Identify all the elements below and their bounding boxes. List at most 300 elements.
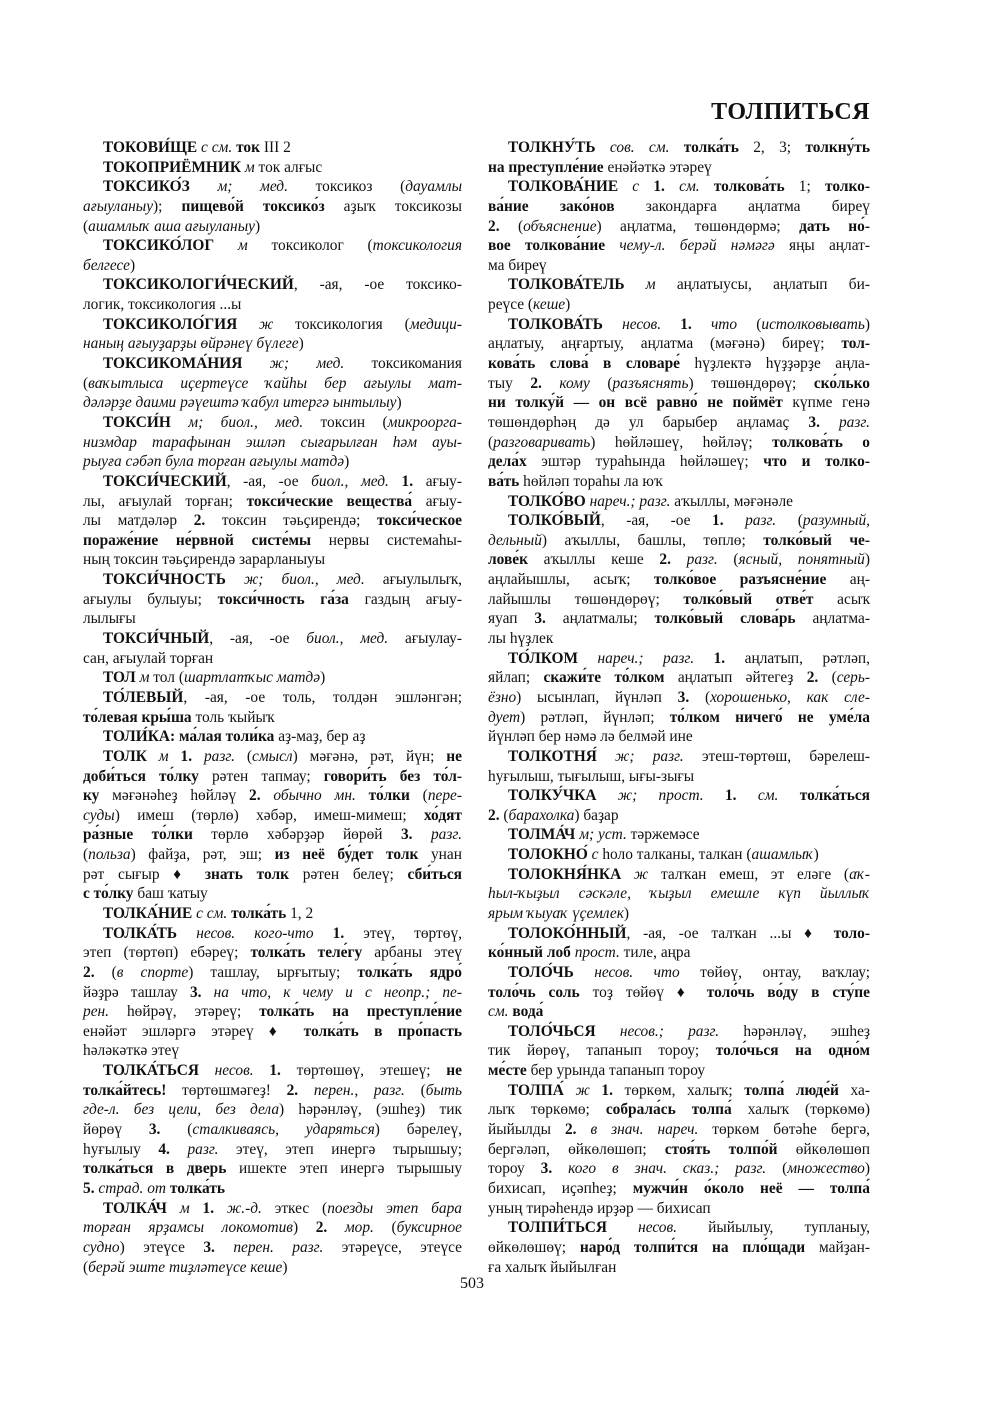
plain-text: ағыулылыҡ,	[364, 571, 462, 589]
bold-term: 2.	[286, 1081, 299, 1099]
italic-label: дельный	[488, 531, 542, 549]
plain-text: төрлө хәбәрҙәр йөрөй	[192, 826, 401, 844]
plain-text: яңы аңлат-	[774, 237, 870, 255]
italic-label: суды	[83, 806, 115, 824]
entry-line	[83, 1041, 462, 1061]
plain-text: );	[153, 197, 182, 215]
italic-label: дауамлы	[405, 178, 463, 196]
entry-line	[488, 413, 870, 433]
entry-line	[488, 609, 870, 629]
italic-label: кого в знач. сказ.; разг.	[568, 1160, 767, 1178]
bold-term: толпа́ люде́й	[744, 1081, 839, 1099]
bold-term: 2.	[488, 217, 500, 235]
italic-label: ясный, понятный	[738, 551, 865, 569]
italic-label: ж; биол., мед.	[225, 571, 365, 589]
plain-text: рәт сығыр ♦	[83, 865, 205, 883]
entry-line	[83, 884, 462, 904]
plain-text	[661, 316, 680, 333]
entry-line	[488, 943, 870, 963]
italic-label: серь-	[836, 669, 871, 687]
entry-headline	[488, 845, 870, 865]
bold-term: ТОЛ	[103, 669, 136, 687]
plain-text: ) аңлатма, төшөндөрмә;	[596, 217, 800, 235]
italic-label: разумный,	[802, 512, 870, 530]
bold-term: то́левая кры́ша	[83, 708, 192, 726]
dictionary-entry	[488, 275, 870, 314]
plain-text	[214, 1200, 227, 1217]
entry-line	[83, 1100, 462, 1120]
plain-text: өйкөлөшөп	[777, 1140, 870, 1158]
plain-text	[694, 650, 714, 667]
italic-label: несов. что	[573, 963, 680, 981]
plain-text	[314, 925, 333, 942]
plain-text: этеү, төртөү,	[344, 924, 462, 942]
plain-text	[605, 237, 619, 254]
plain-text	[542, 375, 560, 392]
bold-term: токси́ческие вещества́	[246, 492, 413, 510]
entry-line	[488, 629, 870, 649]
bold-term: ТОЛКА́ТЬСЯ	[103, 1062, 199, 1080]
bold-term: толкова́ть о	[772, 433, 870, 451]
entry-line	[83, 806, 462, 826]
italic-label: мор.	[344, 1219, 374, 1237]
entry-headline	[83, 727, 462, 747]
bold-term: ТОЛИ́КА: ма́лая толи́ка	[103, 728, 275, 746]
bold-term: 2.	[806, 669, 819, 687]
entry-headline	[488, 511, 870, 531]
plain-text: токсиколог (	[247, 237, 373, 255]
dictionary-entry	[83, 924, 462, 1061]
plain-text: тик йөрөү, тапанып тороу;	[488, 1042, 716, 1060]
entry-line	[83, 1002, 462, 1022]
bold-term: ТОЛПИ́ТЬСЯ	[508, 1219, 607, 1237]
bold-term: ТОЛОКО́ННЫЙ	[508, 924, 627, 942]
plain-text	[724, 512, 746, 529]
entry-line	[488, 158, 870, 178]
italic-label: хорошенько, как сле-	[710, 688, 870, 706]
bold-term: 3.	[534, 610, 546, 628]
entry-line	[488, 570, 870, 590]
plain-text: (	[83, 374, 89, 392]
italic-label: ағыуланыу	[83, 197, 154, 215]
entry-line	[83, 1022, 462, 1042]
bold-term: толка́ться в дверь	[83, 1160, 227, 1178]
entry-line	[488, 452, 870, 472]
plain-text: (	[160, 1121, 193, 1139]
entry-headline	[83, 747, 462, 767]
bold-term: 3.	[189, 983, 202, 1001]
italic-label: разг.	[203, 747, 235, 765]
dictionary-entry	[83, 315, 462, 354]
entry-line	[488, 904, 870, 924]
bold-term: ТОЛКОВА́ТЕЛЬ	[508, 276, 625, 294]
italic-label: поезды этеп бара	[327, 1199, 462, 1217]
italic-label: ашамлыҡ аша ағыуланыу	[88, 217, 255, 235]
plain-text	[590, 1082, 602, 1099]
plain-text: ның токсин тәьҫирендә зарарланыуы	[83, 551, 326, 569]
dictionary-entry	[488, 865, 870, 924]
bold-term: толка́ть	[683, 139, 739, 156]
plain-text: , -ая, -ое талҡан ...ы ♦	[626, 924, 834, 942]
plain-text: төркөм, халыҡ;	[612, 1081, 745, 1099]
italic-label: в знач. нареч.	[590, 1121, 699, 1139]
bold-term: толо́чь соль	[488, 983, 580, 1001]
italic-label: ж; прост.	[596, 787, 704, 805]
entry-headline	[488, 865, 870, 885]
dictionary-entry	[83, 413, 462, 472]
italic-label: барахолка	[508, 806, 575, 824]
plain-text: ) рәтләп, йүнләп;	[520, 708, 670, 726]
plain-text	[639, 178, 653, 195]
italic-label: аҡ-	[849, 865, 870, 883]
plain-text: сан, ағыулай торған	[83, 649, 214, 667]
bold-term: стоя́ть толпо́й	[664, 1140, 778, 1158]
bold-term: ТОЛКА́Ч	[103, 1199, 167, 1217]
dictionary-entry	[488, 963, 870, 1022]
italic-label: сталкиваясь, ударяться	[192, 1121, 375, 1139]
bold-term: собрала́сь толпа́	[605, 1101, 732, 1119]
italic-label: микроорга-	[387, 413, 462, 431]
plain-text: тол (	[149, 669, 184, 687]
entry-line	[83, 825, 462, 845]
plain-text	[169, 748, 181, 765]
plain-text: логик, токсикология ...ы	[83, 296, 242, 314]
dictionary-entry	[488, 649, 870, 747]
italic-label: ярым ҡыуаҡ үҫемлек	[488, 904, 624, 922]
italic-label: объяснение	[523, 217, 597, 235]
plain-text: енәйәткә этәреү	[603, 158, 712, 176]
plain-text: (	[409, 787, 428, 805]
italic-label: с см.	[197, 139, 233, 156]
dictionary-entry	[83, 138, 462, 158]
bold-term: ТО́ЛЕВЫЙ	[103, 688, 184, 706]
italic-label: буксирное	[396, 1219, 462, 1237]
entry-line	[83, 865, 462, 885]
bold-term: ку	[83, 787, 100, 805]
bold-term: скажи́те то́лком	[543, 669, 665, 687]
plain-text: токсикология (	[273, 315, 410, 333]
plain-text: уның тирәһендә ирҙәр — бихисап	[488, 1199, 711, 1217]
entry-headline	[488, 963, 870, 983]
italic-label: м	[146, 747, 169, 765]
italic-label: пере-	[427, 787, 462, 805]
plain-text	[552, 1160, 568, 1177]
entry-line	[83, 767, 462, 787]
plain-text: , -ая, -ое токсико-	[293, 276, 462, 294]
dictionary-entry	[488, 177, 870, 275]
italic-label: обычно мн.	[273, 787, 356, 805]
italic-label: истолковывать	[761, 315, 865, 333]
bold-term: доби́ться то́лку	[83, 767, 199, 785]
entry-line	[488, 1100, 870, 1120]
plain-text: аңлатыу, аңғартыу, аңлатма (мәғәнә) биреү;	[488, 335, 842, 353]
plain-text: (	[404, 1081, 426, 1099]
entry-headline	[83, 315, 462, 335]
entry-line	[83, 433, 462, 453]
dictionary-entry	[83, 275, 462, 314]
entry-line	[83, 1218, 462, 1238]
plain-text: тороу	[488, 1160, 541, 1178]
plain-text: , -ая, -ое толь, толдән эшләнгән;	[183, 688, 462, 706]
plain-text	[202, 984, 214, 1001]
entry-line	[83, 452, 462, 472]
italic-label: наның ағыуҙарҙы өйрәнеү бүлеге	[83, 335, 299, 353]
bold-term: ТОКСИКОЛО́ГИЯ	[103, 315, 238, 333]
italic-label: польза	[88, 846, 131, 864]
entry-headline	[83, 138, 462, 158]
dictionary-entry	[488, 825, 870, 845]
plain-text: йәҙрә ташлау	[83, 983, 190, 1001]
plain-text	[356, 787, 369, 804]
italic-label: быть	[425, 1081, 462, 1099]
italic-label: м	[135, 669, 150, 687]
italic-label: ашамлыҡ	[751, 846, 814, 864]
bold-term: толо́чь во́ду в сту́пе	[706, 983, 871, 1001]
plain-text: (	[818, 669, 837, 687]
plain-text: (	[83, 846, 89, 864]
entry-headline	[83, 354, 462, 374]
entry-line	[488, 531, 870, 551]
plain-text	[577, 1121, 591, 1138]
bold-term: мужчи́н о́коло неё — толпа́	[632, 1179, 870, 1197]
entry-line	[83, 1238, 462, 1258]
bold-term: ра́зные то́лки	[83, 826, 193, 844]
entry-line	[488, 668, 870, 688]
plain-text: енәйәт эшләргә этәреү ♦	[83, 1022, 304, 1040]
entry-line	[83, 511, 462, 531]
bold-term: ТОКСИКОЛОГИ́ЧЕСКИЙ	[103, 276, 294, 294]
plain-text: нервы системаһы-	[311, 531, 462, 549]
plain-text	[669, 139, 683, 156]
plain-text: ) һөйләшеү, һөйләү;	[590, 433, 773, 451]
bold-term: на преступле́ние	[488, 158, 604, 176]
entry-headline	[83, 570, 462, 590]
plain-text: һүҙлектә һүҙҙәрҙе аңла-	[680, 355, 870, 373]
plain-text: мәғәнәһеҙ һөйләү	[99, 787, 250, 805]
bold-term: ТОЛКНУ́ТЬ	[508, 139, 596, 156]
bold-term: ко́нный лоб	[488, 944, 571, 962]
bold-term: 2.	[315, 1219, 328, 1237]
italic-label: прост.	[574, 944, 620, 962]
bold-term: ТО́ЛКОМ	[508, 649, 579, 667]
left-column	[83, 138, 462, 1277]
entry-line	[488, 334, 870, 354]
entry-line	[488, 767, 870, 787]
plain-text: )	[282, 1258, 288, 1276]
bold-term: пищево́й токсико́з	[181, 197, 325, 215]
plain-text: йыйылыу, тупланыу,	[677, 1219, 870, 1237]
entry-line	[488, 393, 870, 413]
bold-term: толка́йтесь!	[83, 1081, 167, 1099]
dictionary-entry	[83, 1199, 462, 1278]
dictionary-entry	[83, 158, 462, 178]
italic-label: разг.	[187, 1140, 219, 1158]
entry-line	[488, 1041, 870, 1061]
plain-text: токсикоз (	[287, 178, 406, 196]
entry-headline	[83, 924, 462, 944]
plain-text: ағыулау-	[388, 630, 463, 648]
plain-text: арбаны этеү	[362, 944, 462, 962]
bold-term: 2.	[488, 806, 500, 824]
bold-term: с то́лку	[83, 885, 134, 903]
bold-term: ТОЛО́ЧЬ	[508, 963, 574, 981]
bold-term: ТОЛМА́Ч	[508, 826, 576, 844]
bold-term: толо-	[833, 924, 870, 942]
entry-line	[488, 472, 870, 492]
italic-label: м	[214, 237, 248, 255]
plain-text	[665, 178, 679, 195]
bold-term: знать толк	[204, 865, 289, 883]
plain-text: , -ая, -ое	[226, 472, 312, 490]
plain-text: , -ая, -ое	[209, 630, 307, 648]
dictionary-entry	[83, 747, 462, 904]
entry-line	[488, 354, 870, 374]
plain-text	[215, 1239, 233, 1256]
entry-headline	[83, 688, 462, 708]
bold-term: ни толку́й — он всё равно́ не поймёт	[488, 394, 783, 412]
plain-text: халыҡ (төркөмө)	[731, 1101, 870, 1119]
plain-text: )	[320, 669, 326, 687]
plain-text: этеп (төртөп) ебәреү;	[83, 944, 251, 962]
plain-text: )	[298, 335, 304, 353]
bold-term: ТОЛКОТНЯ́	[508, 747, 597, 765]
plain-text: йөрөү	[83, 1121, 149, 1139]
entry-headline	[488, 177, 870, 197]
dictionary-entry	[488, 1081, 870, 1218]
plain-text: )	[864, 315, 870, 333]
bold-term: ТОЛКА́ТЬ	[103, 924, 178, 942]
plain-text: (	[717, 551, 739, 569]
italic-label: ёзно	[488, 688, 517, 706]
plain-text: баш ҡатыу	[133, 885, 208, 903]
entry-headline	[488, 1081, 870, 1101]
italic-label: низмдар тарафынан эшләп сығарылған һәм ауы-	[83, 433, 462, 451]
bold-term: 3.	[400, 826, 413, 844]
italic-label: м; мед.	[189, 178, 288, 196]
entry-headline	[488, 275, 870, 295]
entry-headline	[488, 138, 870, 158]
bold-term: лове́к	[488, 551, 528, 569]
entry-line	[488, 590, 870, 610]
italic-label: ж	[621, 865, 649, 883]
italic-label: м	[624, 276, 656, 294]
italic-label: несов.	[606, 1219, 678, 1237]
plain-text: ) баҙар	[574, 806, 619, 824]
plain-text: )	[623, 904, 630, 922]
bold-term: не	[446, 747, 462, 765]
plain-text: ) ташлау, ырғытыу;	[188, 963, 358, 981]
bold-term: 1.	[724, 787, 737, 805]
dictionary-entry	[488, 1218, 870, 1277]
plain-text: тиле, аңра	[619, 944, 691, 962]
entry-headline	[488, 492, 870, 512]
entry-line	[488, 1120, 870, 1140]
entry-line	[83, 1081, 462, 1101]
italic-label: ж.-д.	[226, 1199, 262, 1217]
entry-headline	[488, 315, 870, 335]
plain-text	[261, 787, 274, 804]
plain-text: аңлатмалы;	[545, 610, 655, 628]
entry-line	[83, 1258, 462, 1278]
bold-term: говори́ть без то́л-	[323, 767, 462, 785]
plain-text: йүнләп бер нәмә лә белмәй ине	[488, 728, 693, 746]
italic-label: торған ярҙамсы локомотив	[83, 1219, 293, 1237]
entry-line	[488, 806, 870, 826]
bold-term: 3.	[677, 688, 690, 706]
plain-text: ) имеш (төрлө) хәбәр, имеш-мимеш;	[114, 806, 424, 824]
entry-line	[488, 217, 870, 237]
running-head: ТОЛПИТЬСЯ	[711, 99, 870, 125]
dictionary-entry	[83, 570, 462, 629]
bold-term: 3.	[808, 413, 820, 431]
bold-term: ТОЛКО́ВЫЙ	[508, 512, 601, 530]
entry-line	[488, 1140, 870, 1160]
italic-label: рен.	[83, 1003, 110, 1021]
plain-text	[170, 1141, 188, 1158]
bold-term: ток	[236, 139, 260, 156]
bold-term: толка́ть	[231, 904, 287, 922]
bold-term: 5.	[83, 1179, 95, 1197]
entry-headline	[83, 904, 462, 924]
plain-text: аҙыҡ токсикозы	[324, 197, 462, 215]
entry-line	[83, 531, 462, 551]
plain-text: III 2	[260, 139, 291, 156]
bold-term: толка́ть	[169, 1179, 226, 1197]
italic-label: медици-	[409, 315, 462, 333]
italic-label: нареч.; разг.	[578, 649, 695, 667]
plain-text: аңлатып әйтегеҙ	[664, 669, 807, 687]
right-column	[488, 138, 870, 1277]
plain-text: һуғылыу	[83, 1140, 159, 1158]
plain-text: ) файҙа, рәт, эш;	[130, 846, 275, 864]
bold-term: хо́дят	[423, 806, 462, 824]
plain-text: лы, ағыулай торған;	[83, 492, 247, 510]
plain-text: токсин тәьҫирендә;	[205, 512, 378, 530]
entry-line	[83, 295, 462, 315]
entry-line	[83, 197, 462, 217]
entry-line	[488, 1179, 870, 1199]
entry-headline	[83, 629, 462, 649]
plain-text: ха-	[838, 1081, 870, 1099]
bold-term: токси́ческое	[377, 512, 462, 530]
entry-headline	[83, 668, 462, 688]
entry-line	[83, 1159, 462, 1179]
bold-term: кова́ть слова́ в словаре́	[488, 355, 681, 373]
entry-line	[83, 1179, 462, 1199]
italic-label: в спорте	[116, 963, 189, 981]
bold-term: ТОКОПРИЁМНИК	[103, 158, 242, 176]
bold-term: толко́вый слова́рь	[654, 610, 796, 628]
entry-line	[83, 649, 462, 669]
dictionary-entry	[488, 786, 870, 825]
italic-label: биол., мед.	[311, 472, 389, 490]
plain-text: лайышлы төшөндөрөү;	[488, 590, 684, 608]
plain-text: )	[396, 394, 402, 412]
entry-line	[83, 963, 462, 983]
italic-label: несов.	[198, 1062, 254, 1080]
plain-text	[413, 826, 431, 843]
plain-text: аҡыллы, мәғәнәле	[670, 492, 793, 510]
dictionary-entry	[83, 472, 462, 570]
italic-label: несов.; разг.	[595, 1022, 720, 1040]
bold-term: то́лки	[368, 787, 410, 805]
entry-line	[83, 492, 462, 512]
bold-term: вое толкова́ние	[488, 237, 606, 255]
plain-text: һоло талканы, талкан (	[598, 846, 752, 864]
entry-line	[488, 1002, 870, 1022]
italic-label: страд. от	[98, 1179, 167, 1197]
italic-label: биол., мед.	[306, 630, 389, 648]
